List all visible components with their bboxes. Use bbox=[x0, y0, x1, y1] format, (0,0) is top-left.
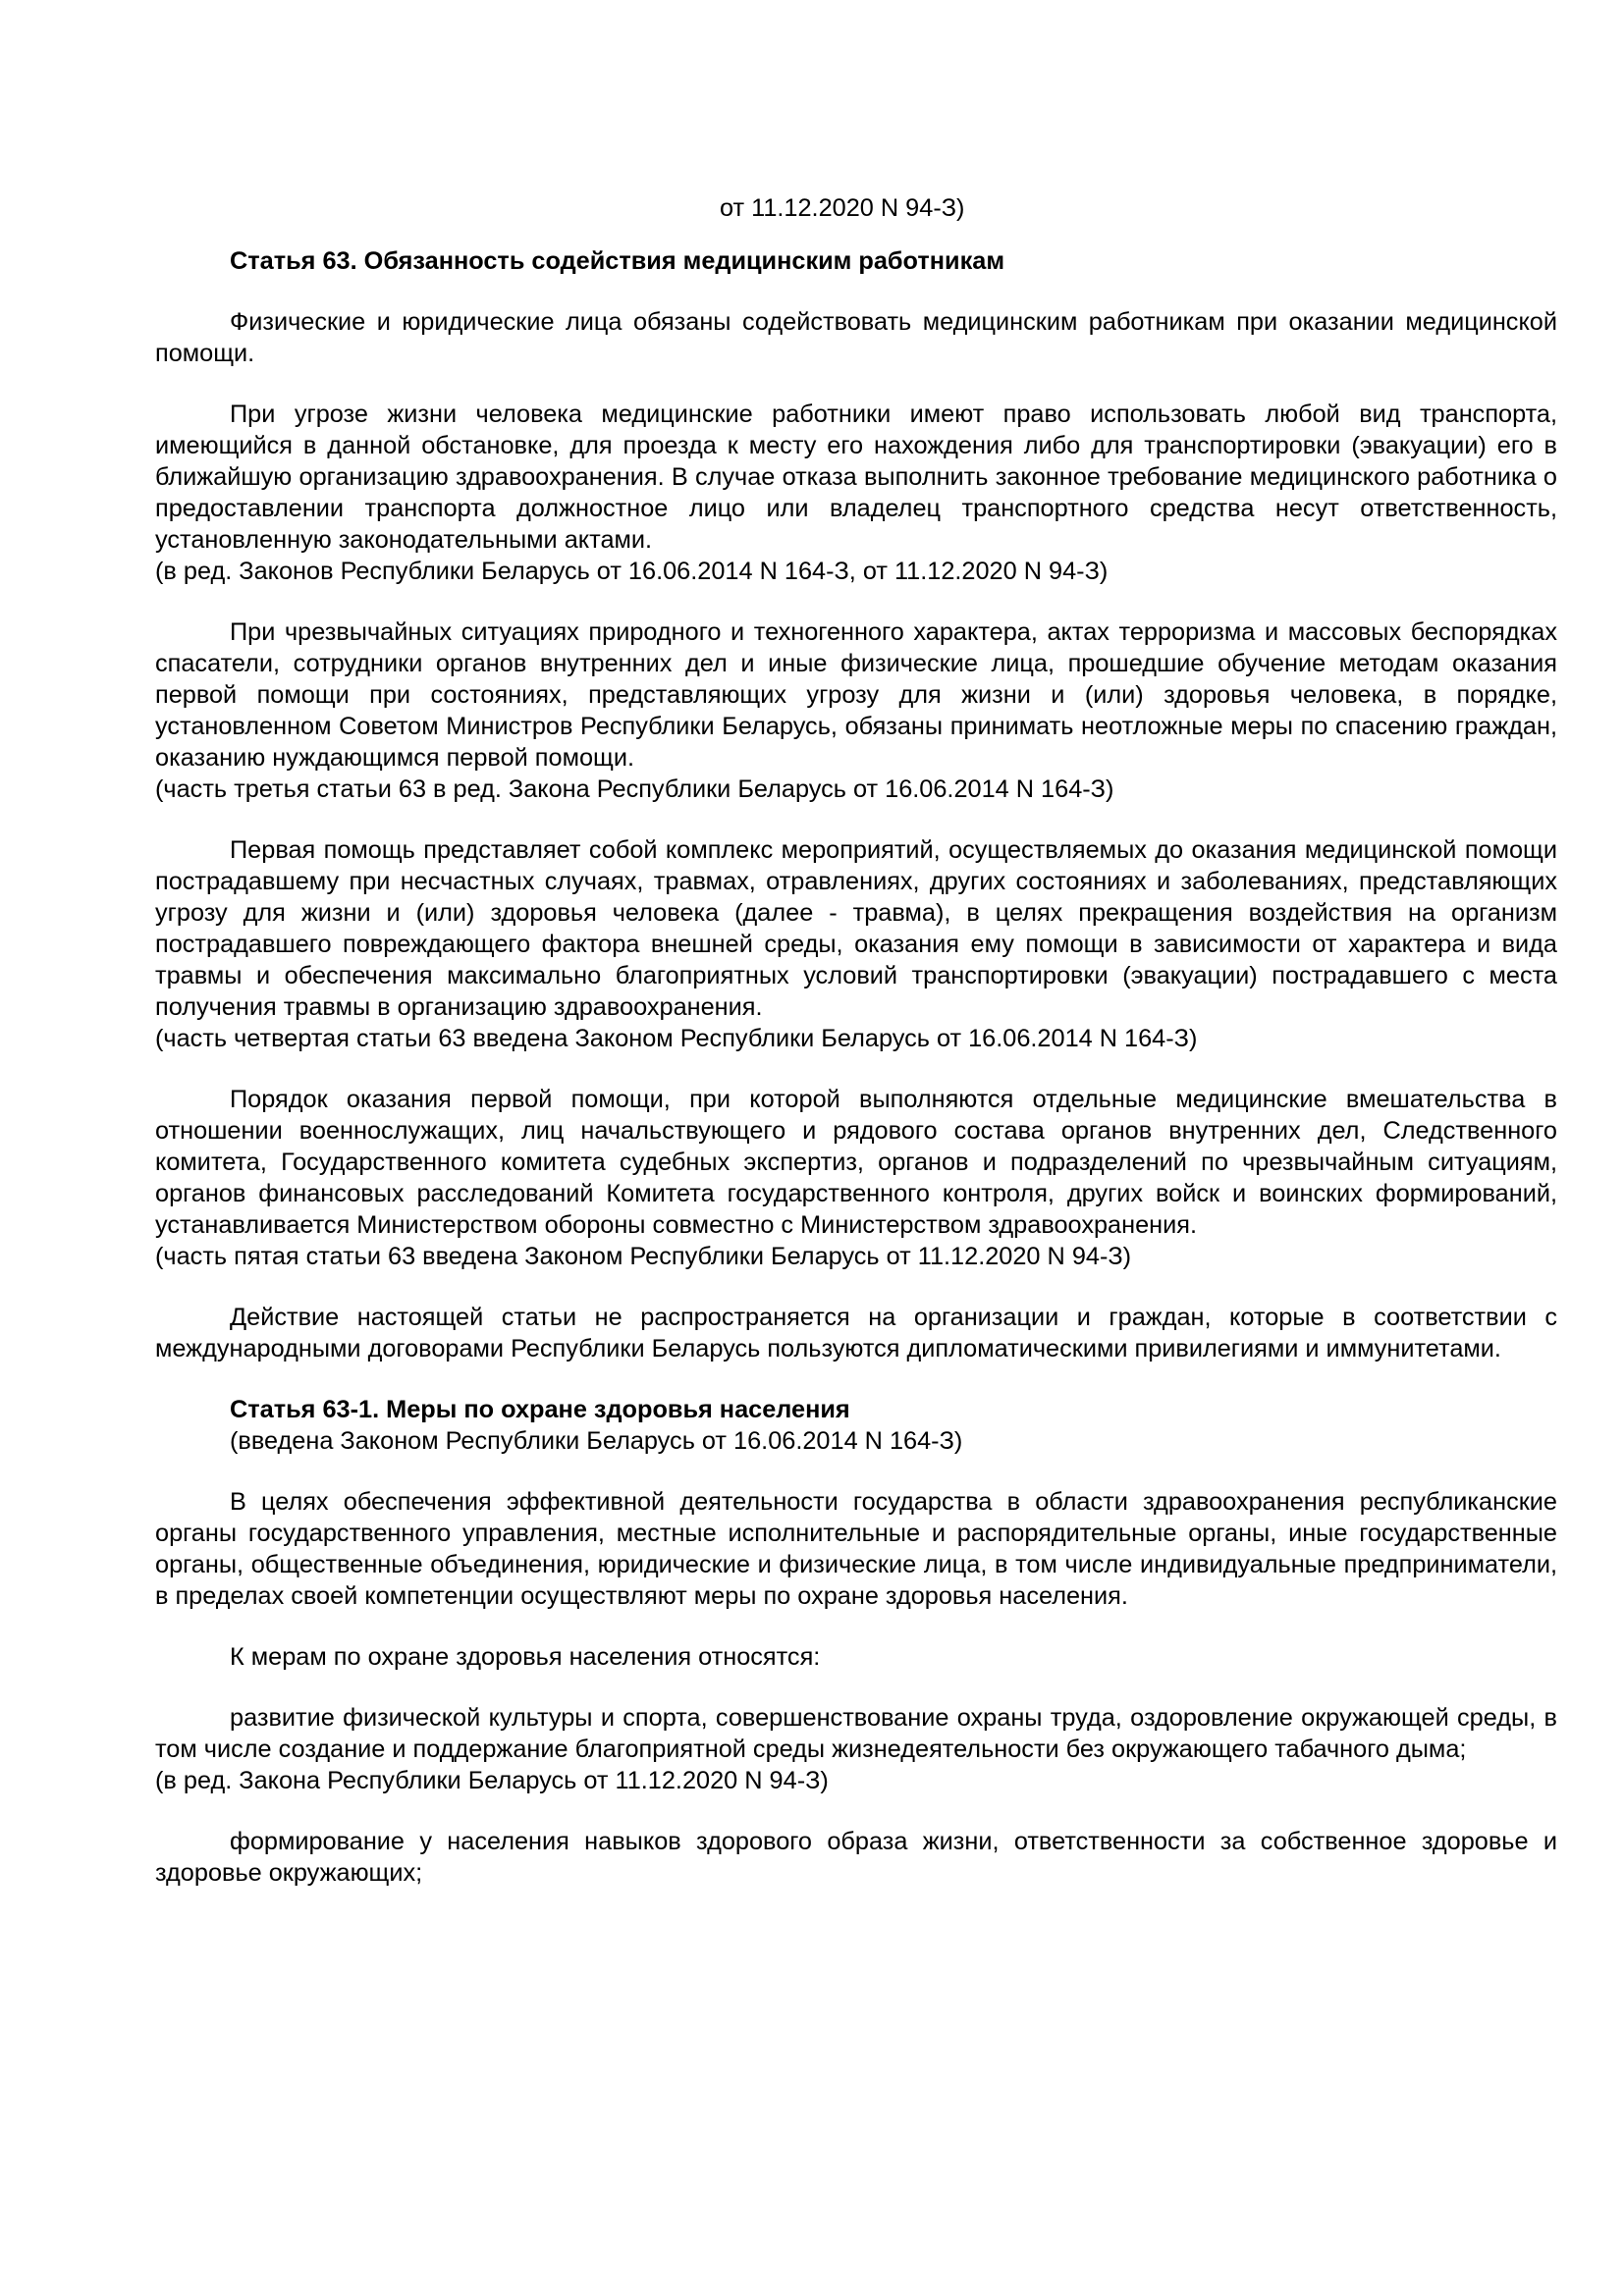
article-63-title: Статья 63. Обязанность содействия медицинским работникам bbox=[230, 247, 1005, 275]
paragraph-text: К мерам по охране здоровья населения относятся: bbox=[230, 1643, 821, 1671]
paragraph-text: Действие настоящей статьи не распространяется на организации и граждан, которые в соответствии с международными договорами Республики Беларусь пользуются дипломатическими привилегиями и иммунитетами. bbox=[155, 1304, 1557, 1362]
article-63-part-3 bbox=[155, 616, 1557, 805]
continued-amendment-note: от 11.12.2020 N 94-З) bbox=[720, 194, 965, 222]
article-63-1-title: Статья 63-1. Меры по охране здоровья населения bbox=[230, 1396, 850, 1423]
article-63-part-5 bbox=[155, 1084, 1557, 1272]
amendment-note: (часть пятая статьи 63 введена Законом Республики Беларусь от 11.12.2020 N 94-З) bbox=[155, 1243, 1132, 1270]
paragraph-text: При угрозе жизни человека медицинские работники имеют право использовать любой вид транспорта, имеющийся в данной обстановке, для проезда к месту его нахождения либо для транспортировки (эвакуации) его в ближайшую организацию здравоохранения. В случае отказа выполнить законное требование медицинского работника о предоставлении транспорта должностное лицо или владелец транспортного средства несут ответственность, установленную законодательными актами. bbox=[155, 400, 1557, 554]
article-63-body bbox=[155, 306, 1557, 1364]
article-63-1-part-2 bbox=[155, 1641, 1557, 1673]
paragraph-text: Первая помощь представляет собой комплекс мероприятий, осуществляемых до оказания медицинской помощи пострадавшему при несчастных случаях, травмах, отравлениях, других состояниях и заболеваниях, представляющих угрозу для жизни и (или) здоровья человека (далее - травма), в целях прекращения воздействия на организм пострадавшего повреждающего фактора внешней среды, оказания ему помощи в зависимости от характера и вида травмы и обеспечения максимально благоприятных условий транспортировки (эвакуации) пострадавшего с места получения травмы в организацию здравоохранения. bbox=[155, 836, 1557, 1021]
article-63-1-part-1 bbox=[155, 1486, 1557, 1612]
amendment-note: (в ред. Закона Республики Беларусь от 11.12.2020 N 94-З) bbox=[155, 1767, 829, 1794]
article-63-1-body bbox=[155, 1486, 1557, 1889]
article-63-1-title-note: (введена Законом Республики Беларусь от 16.06.2014 N 164-З) bbox=[230, 1427, 963, 1455]
article-63-part-2 bbox=[155, 399, 1557, 587]
article-63-part-1 bbox=[155, 306, 1557, 369]
article-63-1-list-item-2 bbox=[155, 1826, 1557, 1889]
article-63-part-6 bbox=[155, 1302, 1557, 1364]
article-63-part-4 bbox=[155, 834, 1557, 1054]
paragraph-text: Физические и юридические лица обязаны содействовать медицинским работникам при оказании медицинской помощи. bbox=[155, 308, 1557, 367]
paragraph-text: развитие физической культуры и спорта, совершенствование охраны труда, оздоровление окружающей среды, в том числе создание и поддержание благоприятной среды жизнедеятельности без окружающего табачного дыма; bbox=[155, 1704, 1557, 1763]
amendment-note: (в ред. Законов Республики Беларусь от 16.06.2014 N 164-З, от 11.12.2020 N 94-З) bbox=[155, 558, 1109, 585]
article-63-1-list-item-1 bbox=[155, 1702, 1557, 1796]
paragraph-text: При чрезвычайных ситуациях природного и техногенного характера, актах терроризма и массовых беспорядках спасатели, сотрудники органов внутренних дел и иные физические лица, прошедшие обучение методам оказания первой помощи при состояниях, представляющих угрозу для жизни и (или) здоровья человека, в порядке, установленном Советом Министров Республики Беларусь, обязаны принимать неотложные меры по спасению граждан, оказанию нуждающимся первой помощи. bbox=[155, 618, 1557, 772]
paragraph-text: В целях обеспечения эффективной деятельности государства в области здравоохранения республиканские органы государственного управления, местные исполнительные и распорядительные органы, иные государственные органы, общественные объединения, юридические и физические лица, в том числе индивидуальные предприниматели, в пределах своей компетенции осуществляют меры по охране здоровья населения. bbox=[155, 1488, 1557, 1610]
amendment-note: (часть третья статьи 63 в ред. Закона Республики Беларусь от 16.06.2014 N 164-З) bbox=[155, 775, 1114, 803]
paragraph-text: формирование у населения навыков здорового образа жизни, ответственности за собственное здоровье и здоровье окружающих; bbox=[155, 1828, 1557, 1887]
amendment-note: (часть четвертая статьи 63 введена Законом Республики Беларусь от 16.06.2014 N 164-З) bbox=[155, 1025, 1198, 1052]
paragraph-text: Порядок оказания первой помощи, при которой выполняются отдельные медицинские вмешательства в отношении военнослужащих, лиц начальствующего и рядового состава органов внутренних дел, Следственного комитета, Государственного комитета судебных экспертиз, органов и подразделений по чрезвычайным ситуациям, органов финансовых расследований Комитета государственного контроля, других войск и воинских формирований, устанавливается Министерством обороны совместно с Министерством здравоохранения. bbox=[155, 1086, 1557, 1239]
document-page bbox=[155, 192, 1557, 1918]
